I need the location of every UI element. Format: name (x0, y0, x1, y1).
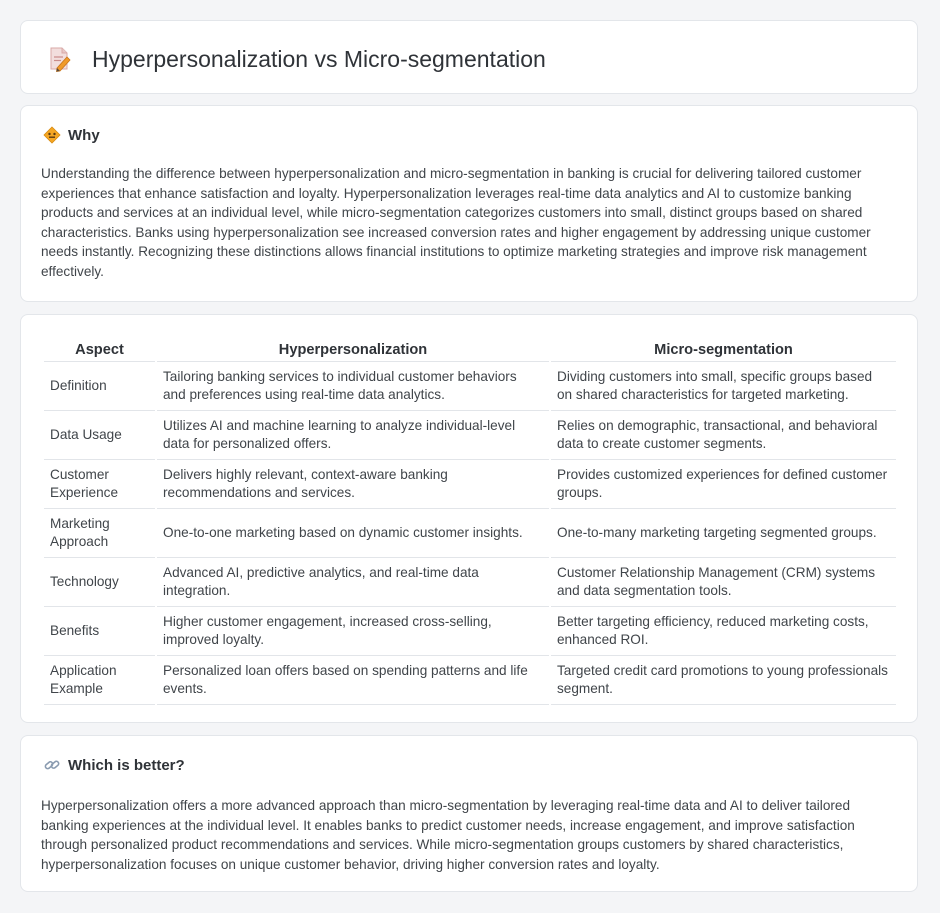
aspect-cell: Customer Experience (44, 460, 155, 509)
micro-cell: Relies on demographic, transactional, and behavioral data to create customer segments. (551, 411, 896, 460)
hyper-cell: Advanced AI, predictive analytics, and real-time data integration. (157, 558, 549, 607)
hyper-cell: Personalized loan offers based on spending patterns and life events. (157, 656, 549, 705)
why-heading-row (43, 126, 100, 144)
diamond-sign-icon (43, 126, 61, 144)
hyper-cell: Utilizes AI and machine learning to analyze individual-level data for personalized offers. (157, 411, 549, 460)
micro-cell: Better targeting efficiency, reduced marketing costs, enhanced ROI. (551, 607, 896, 656)
hyper-cell: One-to-one marketing based on dynamic customer insights. (157, 509, 549, 558)
micro-cell: Targeted credit card promotions to young professionals segment. (551, 656, 896, 705)
table-row (44, 607, 896, 656)
aspect-cell: Technology (44, 558, 155, 607)
comparison-table (42, 335, 898, 705)
why-section (20, 105, 918, 302)
which-is-better-section (20, 735, 918, 892)
table-row (44, 362, 896, 411)
aspect-cell: Benefits (44, 607, 155, 656)
micro-cell: Customer Relationship Management (CRM) systems and data segmentation tools. (551, 558, 896, 607)
page-title: Hyperpersonalization vs Micro-segmentation (92, 46, 546, 72)
aspect-cell: Definition (44, 362, 155, 411)
comparison-table-card (20, 314, 918, 723)
document-edit-icon (45, 45, 73, 73)
better-heading: Which is better? (68, 756, 185, 774)
link-icon (43, 756, 61, 774)
aspect-cell: Data Usage (44, 411, 155, 460)
micro-cell: One-to-many marketing targeting segmented groups. (551, 509, 896, 558)
header-hyperpersonalization: Hyperpersonalization (157, 335, 549, 362)
table-row (44, 411, 896, 460)
aspect-cell: Marketing Approach (44, 509, 155, 558)
title-card (20, 20, 918, 94)
table-row (44, 509, 896, 558)
better-text: Hyperpersonalization offers a more advanced approach than micro-segmentation by leveraging real-time data and AI to deliver tailored banking experiences at the individual level. It enables banks to predict customer needs, increase engagement, and improve satisfaction through personalized product recommendations and services. While micro-segmentation groups customers by shared characteristics, hyperpersonalization focuses on unique customer behavior, driving higher conversion rates and loyalty. (41, 798, 855, 872)
table-row (44, 656, 896, 705)
aspect-cell: Application Example (44, 656, 155, 705)
micro-cell: Provides customized experiences for defined customer groups. (551, 460, 896, 509)
table-row (44, 558, 896, 607)
why-text: Understanding the difference between hyperpersonalization and micro-segmentation in banking is crucial for delivering tailored customer experiences that enhance satisfaction and loyalty. Hyperpersonalization leverages real-time data analytics and AI to customize banking products and services at an individual level, while micro-segmentation categorizes customers into small, distinct groups based on shared characteristics. Banks using hyperpersonalization see increased conversion rates and higher engagement by addressing unique customer needs instantly. Recognizing these distinctions allows financial institutions to optimize marketing strategies and improve risk management effectively. (41, 166, 871, 279)
table-row (44, 460, 896, 509)
header-aspect: Aspect (44, 335, 155, 362)
why-heading: Why (68, 126, 100, 144)
hyper-cell: Delivers highly relevant, context-aware banking recommendations and services. (157, 460, 549, 509)
table-header-row (44, 335, 896, 362)
header-micro-segmentation: Micro-segmentation (551, 335, 896, 362)
better-heading-row (43, 756, 185, 774)
hyper-cell: Tailoring banking services to individual customer behaviors and preferences using real-time data analytics. (157, 362, 549, 411)
hyper-cell: Higher customer engagement, increased cross-selling, improved loyalty. (157, 607, 549, 656)
micro-cell: Dividing customers into small, specific groups based on shared characteristics for targeted marketing. (551, 362, 896, 411)
